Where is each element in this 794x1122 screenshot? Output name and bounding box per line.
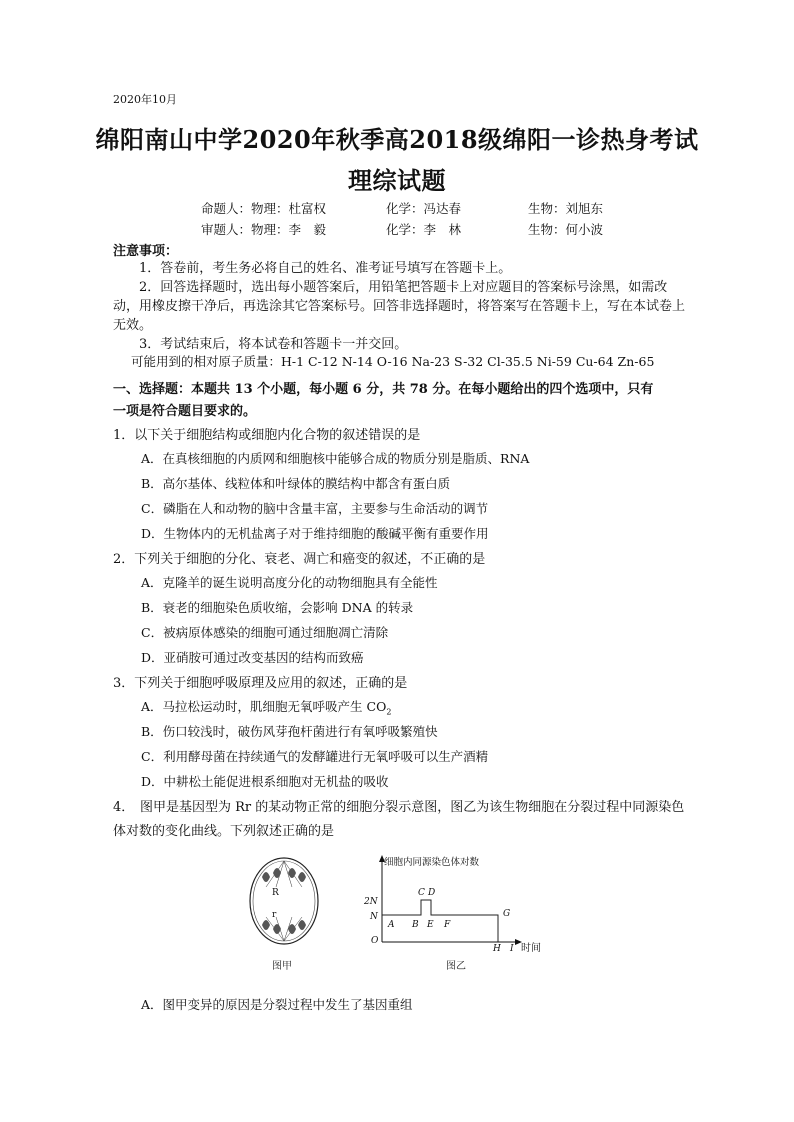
point-label-D: D <box>428 888 436 898</box>
atomic-masses: 可能用到的相对原子质量：H-1 C-12 N-14 O-16 Na-23 S-32 Cl-35.5 Ni-59 Cu-64 Zn-65 <box>131 354 655 369</box>
setter-chemistry: 化学：冯达春 <box>386 201 462 216</box>
reviewer-physics: 审题人：物理：李 毅 <box>201 222 327 237</box>
chromosomes-top <box>262 868 306 882</box>
figure-jia <box>250 858 318 972</box>
chromosomes-bottom <box>262 920 306 934</box>
origin-label: O <box>371 936 379 946</box>
point-label-G: G <box>503 909 511 919</box>
point-label-F: F <box>444 920 451 930</box>
point-label-H: H <box>493 944 501 954</box>
notes-list <box>113 259 693 354</box>
question-2-stem: 2．下列关于细胞的分化、衰老、凋亡和癌变的叙述，不正确的是 <box>113 552 486 567</box>
cell-membrane-outline <box>250 858 318 944</box>
question-1-stem: 1．以下关于细胞结构或细胞内化合物的叙述错误的是 <box>113 428 421 443</box>
notes-item-2: 2．回答选择题时，选出每小题答案后，用铅笔把答题卡上对应题目的答案标号涂黑，如需改动，用橡皮擦干净后，再选涂其它答案标号。回答非选择题时，将答案写在答题卡上，写在本试卷上无效。 <box>113 280 686 333</box>
figure-yi-caption: 图乙 <box>446 961 466 972</box>
question-3-option-c: C．利用酵母菌在持续通气的发酵罐进行无氧呼吸可以生产酒精 <box>141 749 489 764</box>
x-axis-title: 时间 <box>521 943 541 954</box>
y-tick-N: N <box>370 912 378 922</box>
exam-title-line2: 理综试题 <box>348 166 446 195</box>
spindle-fibers <box>266 861 302 941</box>
question-1-option-c: C．磷脂在人和动物的脑中含量丰富，主要参与生命活动的调节 <box>141 501 489 516</box>
question-3-option-b: B．伤口较浅时，破伤风芽孢杆菌进行有氧呼吸繁殖快 <box>141 724 438 739</box>
question-1-option-a: A．在真核细胞的内质网和细胞核中能够合成的物质分别是脂质、RNA <box>141 451 530 466</box>
question-2-option-b: B．衰老的细胞染色质收缩，会影响 DNA 的转录 <box>141 600 414 615</box>
exam-date: 2020年10月 <box>113 93 177 106</box>
section1-line1: 一、选择题：本题共 13 个小题，每小题 6 分，共 78 分。在每小题给出的四个选项中，只有 <box>113 382 654 397</box>
point-label-A: A <box>388 920 395 930</box>
notes-item-1: 1．答卷前，考生务必将自己的姓名、准考证号填写在答题卡上。 <box>139 261 512 276</box>
gene-label-r: r <box>272 910 277 920</box>
point-label-B: B <box>412 920 419 930</box>
question-2-option-a: A．克隆羊的诞生说明高度分化的动物细胞具有全能性 <box>141 575 438 590</box>
point-label-I: I <box>510 944 514 954</box>
y-axis-title: 细胞内同源染色体对数 <box>384 857 480 868</box>
co2-subscript: 2 <box>386 707 392 717</box>
y-tick-2N: 2N <box>364 897 378 907</box>
question-4-figure <box>246 847 556 977</box>
reviewer-chemistry: 化学：李 林 <box>386 222 462 237</box>
question-3-stem: 3．下列关于细胞呼吸原理及应用的叙述，正确的是 <box>113 676 408 691</box>
question-3-option-d: D．中耕松土能促进根系细胞对无机盐的吸收 <box>141 774 389 789</box>
section1-line2: 一项是符合题目要求的。 <box>113 404 257 419</box>
question-4-stem <box>113 796 688 844</box>
question-3-option-a: A．马拉松运动时，肌细胞无氧呼吸产生 CO <box>141 699 387 714</box>
cell-inner-outline <box>253 861 315 941</box>
question-4-text: 图甲是基因型为 Rr 的某动物正常的细胞分裂示意图，图乙为该生物细胞在分裂过程中同源染色体对数的变化曲线。下列叙述正确的是 <box>113 800 685 839</box>
setter-physics: 命题人：物理：杜富权 <box>201 201 327 216</box>
figure-svg <box>246 847 556 977</box>
figure-yi <box>363 855 541 972</box>
reviewer-biology: 生物：何小波 <box>528 222 604 237</box>
gene-label-R: R <box>272 888 279 898</box>
setter-biology: 生物：刘旭东 <box>528 201 604 216</box>
question-1-option-b: B．高尔基体、线粒体和叶绿体的膜结构中都含有蛋白质 <box>141 476 451 491</box>
notes-heading: 注意事项： <box>113 244 179 259</box>
point-label-E: E <box>427 920 434 930</box>
exam-title-line1: 绵阳南山中学2020年秋季高2018级绵阳一诊热身考试 <box>95 125 699 154</box>
question-2-option-c: C．被病原体感染的细胞可通过细胞凋亡清除 <box>141 625 389 640</box>
figure-jia-caption: 图甲 <box>272 961 292 972</box>
question-4-number: 4． <box>113 800 135 815</box>
question-4-option-a: A．图甲变异的原因是分裂过程中发生了基因重组 <box>141 997 413 1012</box>
question-1-option-d: D．生物体内的无机盐离子对于维持细胞的酸碱平衡有重要作用 <box>141 526 489 541</box>
question-2-option-d: D．亚硝胺可通过改变基因的结构而致癌 <box>141 650 364 665</box>
point-label-C: C <box>418 888 425 898</box>
homolog-pairs-line <box>382 900 498 942</box>
question-3-option-a-wrap <box>141 697 391 717</box>
notes-item-3: 3．考试结束后，将本试卷和答题卡一并交回。 <box>139 337 408 352</box>
